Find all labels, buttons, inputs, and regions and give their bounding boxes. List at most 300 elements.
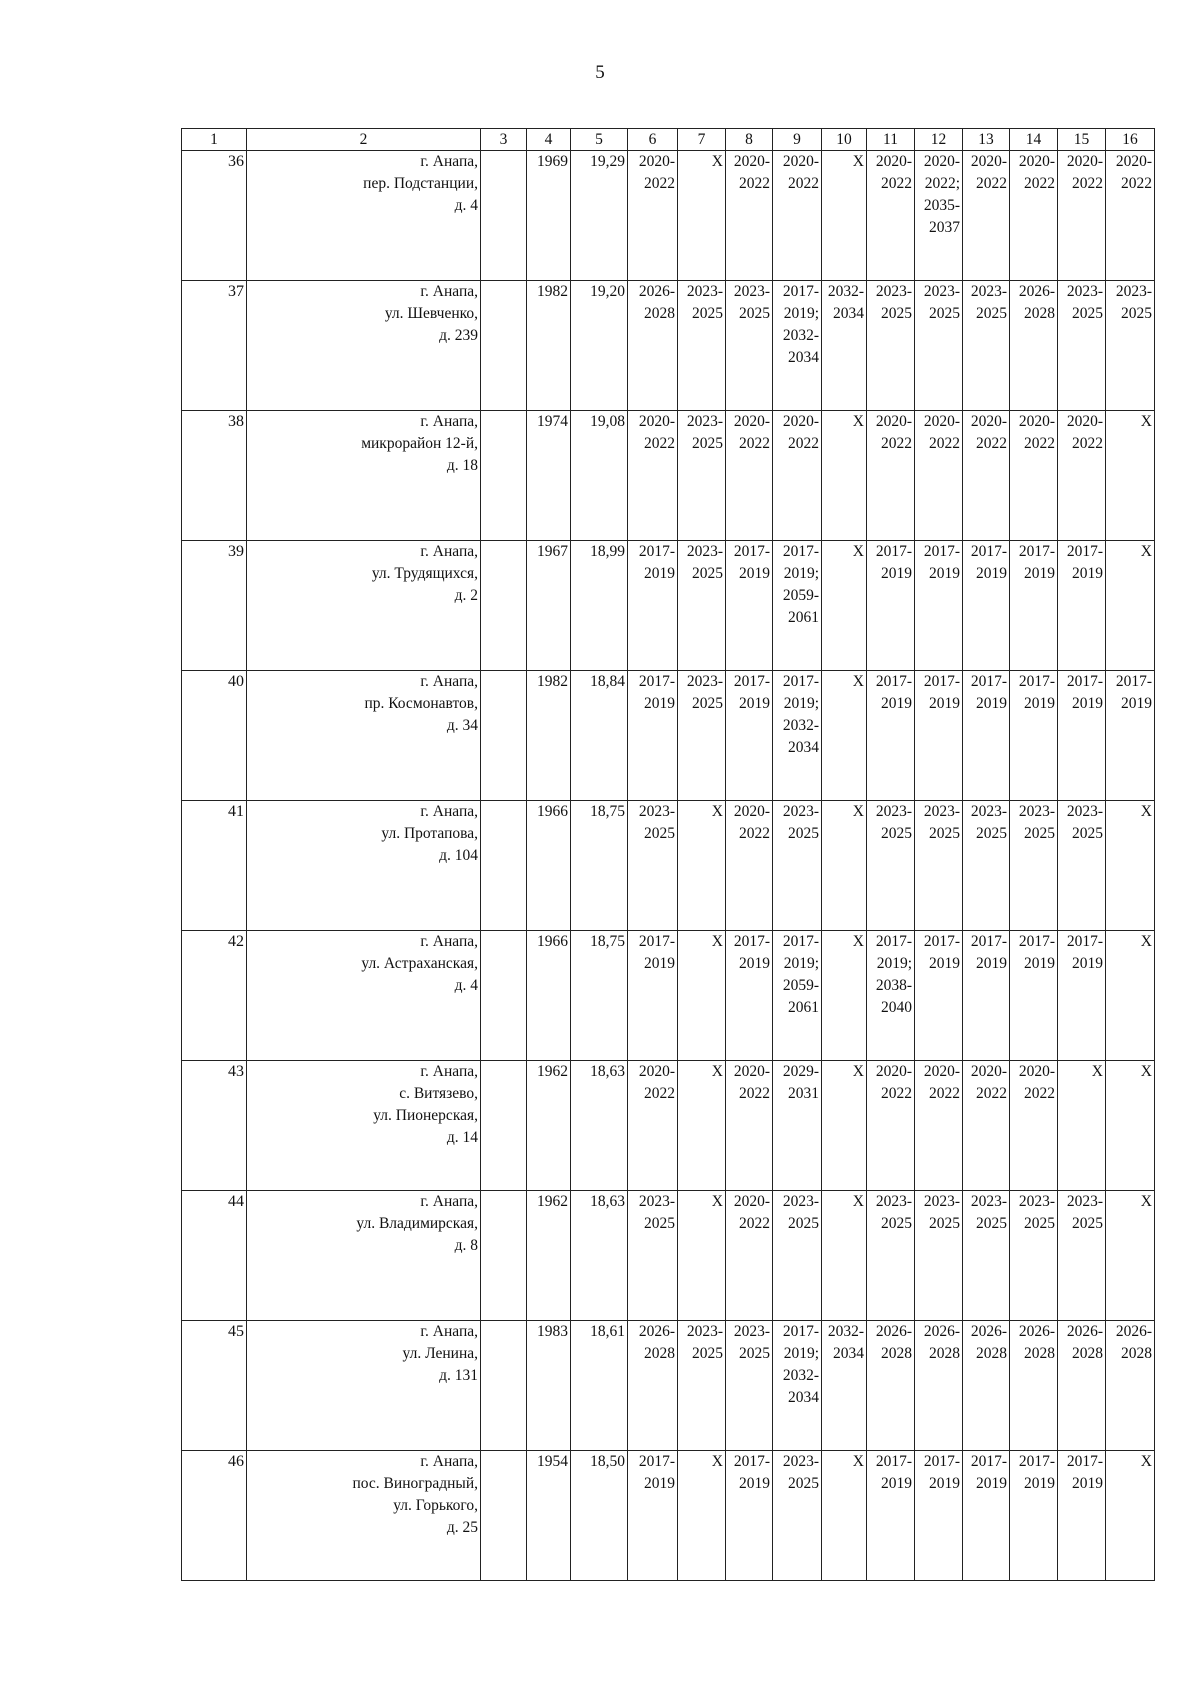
cell-col-6: [628, 1061, 678, 1191]
cell-col-12: [915, 931, 963, 1061]
cell-col-8: [726, 281, 773, 411]
cell-col-5: [571, 541, 628, 671]
cell-col-11: [867, 541, 915, 671]
cell-col-3: [481, 541, 527, 671]
cell-value: X: [711, 153, 723, 170]
cell-col-13: [963, 151, 1010, 281]
cell-col-8: [726, 541, 773, 671]
cell-col-10: [822, 151, 867, 281]
cell-value: 18,63: [590, 1063, 625, 1080]
cell-col-13: [963, 281, 1010, 411]
cell-value: 2023- 2025: [970, 283, 1007, 322]
cell-value: 2020- 2022: [875, 1063, 912, 1102]
cell-value: X: [1140, 1453, 1152, 1470]
cell-col-7: [678, 1321, 726, 1451]
column-header-2: 2: [247, 129, 481, 151]
cell-value: 2017- 2019; 2038- 2040: [875, 933, 912, 1016]
cell-col-16: [1106, 1321, 1155, 1451]
cell-col-5: [571, 1451, 628, 1581]
cell-col-10: [822, 931, 867, 1061]
cell-value: 2020- 2022: [733, 1063, 770, 1102]
cell-col-7: [678, 1451, 726, 1581]
cell-col-14: [1010, 1321, 1058, 1451]
address-line: ул. Астраханская,: [361, 955, 478, 972]
cell-col-14: [1010, 671, 1058, 801]
cell-value: X: [1091, 1063, 1103, 1080]
cell-col-8: [726, 151, 773, 281]
cell-value: 2023- 2025: [638, 803, 675, 842]
capital-repair-schedule-table: [181, 128, 1155, 1581]
table-row: [182, 1321, 1155, 1451]
column-header-1: 1: [182, 129, 247, 151]
address-line: д. 131: [439, 1367, 478, 1384]
cell-value: 2020- 2022: [1018, 413, 1055, 452]
cell-value: 18,50: [590, 1453, 625, 1470]
row-number: 39: [182, 541, 247, 671]
cell-value: 2023- 2025: [686, 283, 723, 322]
address-line: ул. Ленина,: [402, 1345, 478, 1362]
row-number: 37: [182, 281, 247, 411]
cell-col-11: [867, 1451, 915, 1581]
cell-col-8: [726, 1321, 773, 1451]
cell-value: 2017- 2019; 2032- 2034: [782, 673, 819, 756]
address-line: г. Анапа,: [420, 933, 478, 950]
address-line: ул. Пионерская,: [373, 1107, 478, 1124]
cell-value: 2023- 2025: [875, 803, 912, 842]
cell-col-15: [1058, 281, 1106, 411]
cell-value: 2017- 2019: [1018, 673, 1055, 712]
cell-col-5: [571, 1321, 628, 1451]
cell-value: 2020- 2022: [733, 1193, 770, 1232]
cell-value: 19,29: [590, 153, 625, 170]
cell-col-10: [822, 801, 867, 931]
cell-col-9: [773, 1061, 822, 1191]
cell-value: X: [1140, 803, 1152, 820]
cell-value: 2020- 2022: [782, 413, 819, 452]
cell-value: 19,08: [590, 413, 625, 430]
address-line: г. Анапа,: [420, 543, 478, 560]
cell-col-12: [915, 281, 963, 411]
column-header-3: 3: [481, 129, 527, 151]
cell-value: 2020- 2022: [970, 413, 1007, 452]
address-line: ул. Горького,: [393, 1497, 478, 1514]
cell-value: 2026- 2028: [923, 1323, 960, 1362]
cell-value: 2023- 2025: [1066, 283, 1103, 322]
cell-value: X: [852, 803, 864, 820]
cell-col-3: [481, 1061, 527, 1191]
cell-value: 2023- 2025: [686, 543, 723, 582]
cell-col-9: [773, 411, 822, 541]
address-line: д. 104: [439, 847, 478, 864]
cell-value: 2020- 2022: [970, 1063, 1007, 1102]
cell-value: 1969: [537, 153, 568, 170]
cell-value: 2023- 2025: [875, 1193, 912, 1232]
cell-col-16: [1106, 1451, 1155, 1581]
table-row: [182, 411, 1155, 541]
cell-value: 2020- 2022: [733, 153, 770, 192]
cell-col-16: [1106, 541, 1155, 671]
address-line: г. Анапа,: [420, 413, 478, 430]
table-row: [182, 671, 1155, 801]
cell-value: 1954: [537, 1453, 568, 1470]
cell-value: 2017- 2019; 2059- 2061: [782, 933, 819, 1016]
address-cell: [247, 151, 481, 281]
cell-col-7: [678, 801, 726, 931]
cell-value: X: [852, 1193, 864, 1210]
cell-value: 2017- 2019; 2059- 2061: [782, 543, 819, 626]
cell-col-8: [726, 1191, 773, 1321]
row-number: 40: [182, 671, 247, 801]
cell-col-4: [527, 931, 571, 1061]
address-line: пр. Космонавтов,: [364, 695, 478, 712]
address-cell: [247, 1451, 481, 1581]
cell-value: 2017- 2019: [1066, 1453, 1103, 1492]
table-body: [182, 151, 1155, 1581]
cell-value: 2017- 2019: [1018, 543, 1055, 582]
cell-value: 2017- 2019: [638, 1453, 675, 1492]
table-row: [182, 1451, 1155, 1581]
cell-value: 2023- 2025: [686, 673, 723, 712]
cell-col-5: [571, 411, 628, 541]
cell-value: 2017- 2019: [970, 933, 1007, 972]
column-header-7: 7: [678, 129, 726, 151]
cell-value: 2020- 2022: [923, 413, 960, 452]
address-line: г. Анапа,: [420, 1323, 478, 1340]
cell-value: 2023- 2025: [970, 803, 1007, 842]
cell-col-11: [867, 411, 915, 541]
cell-col-3: [481, 931, 527, 1061]
cell-value: 2023- 2025: [1115, 283, 1152, 322]
cell-value: 2017- 2019: [923, 933, 960, 972]
cell-col-7: [678, 541, 726, 671]
cell-col-3: [481, 411, 527, 541]
address-line: г. Анапа,: [420, 1063, 478, 1080]
cell-col-11: [867, 1191, 915, 1321]
cell-col-12: [915, 801, 963, 931]
cell-col-11: [867, 801, 915, 931]
cell-value: 2020- 2022: [1115, 153, 1152, 192]
address-cell: [247, 541, 481, 671]
cell-col-12: [915, 1061, 963, 1191]
cell-value: 2017- 2019: [875, 1453, 912, 1492]
cell-value: 2023- 2025: [686, 1323, 723, 1362]
column-header-12: 12: [915, 129, 963, 151]
cell-col-11: [867, 281, 915, 411]
table-row: [182, 801, 1155, 931]
cell-value: 2026- 2028: [1018, 283, 1055, 322]
address-line: г. Анапа,: [420, 1453, 478, 1470]
cell-value: 2017- 2019: [970, 543, 1007, 582]
cell-value: 2032- 2034: [827, 1323, 864, 1362]
cell-col-13: [963, 671, 1010, 801]
cell-col-16: [1106, 151, 1155, 281]
cell-value: 2020- 2022: [638, 153, 675, 192]
cell-col-4: [527, 151, 571, 281]
address-line: микрорайон 12-й,: [361, 435, 478, 452]
cell-col-6: [628, 411, 678, 541]
cell-value: 2020- 2022: [923, 1063, 960, 1102]
cell-value: 1962: [537, 1063, 568, 1080]
cell-col-9: [773, 671, 822, 801]
address-line: г. Анапа,: [420, 673, 478, 690]
cell-value: 2017- 2019; 2032- 2034: [782, 283, 819, 366]
cell-value: 1983: [537, 1323, 568, 1340]
cell-value: X: [1140, 543, 1152, 560]
cell-col-10: [822, 281, 867, 411]
cell-col-6: [628, 801, 678, 931]
cell-value: 18,99: [590, 543, 625, 560]
cell-value: 2017- 2019: [1066, 673, 1103, 712]
cell-value: 1982: [537, 283, 568, 300]
cell-value: 2017- 2019: [1066, 933, 1103, 972]
cell-col-9: [773, 1451, 822, 1581]
address-cell: [247, 1061, 481, 1191]
cell-col-5: [571, 801, 628, 931]
cell-col-11: [867, 1061, 915, 1191]
address-cell: [247, 411, 481, 541]
cell-col-8: [726, 1451, 773, 1581]
cell-value: 2032- 2034: [827, 283, 864, 322]
cell-value: 1966: [537, 803, 568, 820]
cell-value: X: [711, 1453, 723, 1470]
cell-col-7: [678, 1191, 726, 1321]
cell-col-8: [726, 671, 773, 801]
cell-col-5: [571, 1191, 628, 1321]
cell-col-12: [915, 541, 963, 671]
cell-col-16: [1106, 1061, 1155, 1191]
cell-col-9: [773, 151, 822, 281]
cell-col-4: [527, 1061, 571, 1191]
cell-col-15: [1058, 1191, 1106, 1321]
cell-value: 2020- 2022: [638, 413, 675, 452]
cell-value: 2023- 2025: [782, 803, 819, 842]
cell-col-6: [628, 541, 678, 671]
cell-value: 2020- 2022: [875, 153, 912, 192]
cell-value: X: [852, 1453, 864, 1470]
cell-value: 2017- 2019: [875, 673, 912, 712]
cell-col-14: [1010, 931, 1058, 1061]
address-line: пер. Подстанции,: [363, 175, 478, 192]
cell-col-15: [1058, 931, 1106, 1061]
cell-value: 2023- 2025: [782, 1193, 819, 1232]
cell-value: X: [711, 1063, 723, 1080]
cell-col-15: [1058, 411, 1106, 541]
cell-value: X: [852, 673, 864, 690]
cell-col-12: [915, 671, 963, 801]
cell-col-14: [1010, 281, 1058, 411]
cell-value: 2020- 2022: [970, 153, 1007, 192]
cell-value: 2026- 2028: [875, 1323, 912, 1362]
cell-value: 1966: [537, 933, 568, 950]
column-header-9: 9: [773, 129, 822, 151]
table-row: [182, 541, 1155, 671]
cell-col-9: [773, 281, 822, 411]
cell-value: 2026- 2028: [638, 1323, 675, 1362]
cell-value: 2026- 2028: [638, 283, 675, 322]
cell-value: X: [711, 803, 723, 820]
table-row: [182, 281, 1155, 411]
cell-col-6: [628, 1321, 678, 1451]
cell-col-13: [963, 1191, 1010, 1321]
address-line: г. Анапа,: [420, 153, 478, 170]
cell-value: X: [852, 543, 864, 560]
cell-col-13: [963, 1451, 1010, 1581]
cell-col-15: [1058, 671, 1106, 801]
cell-col-4: [527, 281, 571, 411]
cell-col-7: [678, 281, 726, 411]
cell-col-15: [1058, 1451, 1106, 1581]
cell-value: 2017- 2019: [970, 673, 1007, 712]
cell-value: X: [852, 413, 864, 430]
cell-col-3: [481, 1191, 527, 1321]
address-line: пос. Виноградный,: [352, 1475, 478, 1492]
cell-value: 2026- 2028: [1018, 1323, 1055, 1362]
cell-col-16: [1106, 1191, 1155, 1321]
row-number: 43: [182, 1061, 247, 1191]
page-number: 5: [595, 62, 605, 83]
cell-col-14: [1010, 151, 1058, 281]
cell-col-15: [1058, 541, 1106, 671]
cell-value: 1974: [537, 413, 568, 430]
address-cell: [247, 671, 481, 801]
cell-col-8: [726, 931, 773, 1061]
cell-value: 2023- 2025: [638, 1193, 675, 1232]
cell-col-4: [527, 411, 571, 541]
address-line: д. 4: [454, 197, 478, 214]
cell-value: 2023- 2025: [970, 1193, 1007, 1232]
cell-col-10: [822, 411, 867, 541]
row-number: 36: [182, 151, 247, 281]
address-line: д. 18: [446, 457, 478, 474]
cell-value: 2023- 2025: [923, 803, 960, 842]
cell-value: 2023- 2025: [1066, 803, 1103, 842]
cell-value: 2023- 2025: [1018, 1193, 1055, 1232]
cell-col-3: [481, 1321, 527, 1451]
cell-col-11: [867, 671, 915, 801]
cell-value: 2017- 2019: [923, 673, 960, 712]
cell-col-13: [963, 411, 1010, 541]
cell-value: 2029- 2031: [782, 1063, 819, 1102]
column-header-6: 6: [628, 129, 678, 151]
column-header-16: 16: [1106, 129, 1155, 151]
cell-col-15: [1058, 151, 1106, 281]
cell-col-3: [481, 1451, 527, 1581]
cell-col-15: [1058, 1061, 1106, 1191]
cell-col-16: [1106, 671, 1155, 801]
address-cell: [247, 931, 481, 1061]
cell-value: 2020- 2022: [733, 413, 770, 452]
column-number-header-row: [182, 129, 1155, 151]
cell-col-7: [678, 151, 726, 281]
cell-value: 2020- 2022: [1018, 153, 1055, 192]
cell-col-9: [773, 541, 822, 671]
cell-col-9: [773, 1321, 822, 1451]
cell-col-10: [822, 1451, 867, 1581]
cell-col-5: [571, 1061, 628, 1191]
cell-value: 2026- 2028: [970, 1323, 1007, 1362]
cell-value: X: [1140, 933, 1152, 950]
cell-col-11: [867, 1321, 915, 1451]
cell-value: 2023- 2025: [923, 283, 960, 322]
cell-value: 2020- 2022: [875, 413, 912, 452]
row-number: 41: [182, 801, 247, 931]
cell-value: 2023- 2025: [733, 1323, 770, 1362]
cell-col-6: [628, 151, 678, 281]
cell-col-16: [1106, 411, 1155, 541]
cell-col-6: [628, 1191, 678, 1321]
cell-col-14: [1010, 411, 1058, 541]
column-header-13: 13: [963, 129, 1010, 151]
cell-col-14: [1010, 801, 1058, 931]
cell-value: 18,75: [590, 933, 625, 950]
cell-col-10: [822, 1321, 867, 1451]
cell-col-7: [678, 411, 726, 541]
column-header-10: 10: [822, 129, 867, 151]
column-header-15: 15: [1058, 129, 1106, 151]
cell-col-5: [571, 151, 628, 281]
cell-col-13: [963, 1061, 1010, 1191]
cell-value: X: [1140, 1063, 1152, 1080]
cell-value: 2020- 2022: [733, 803, 770, 842]
cell-col-9: [773, 931, 822, 1061]
cell-col-10: [822, 541, 867, 671]
cell-value: X: [852, 1063, 864, 1080]
cell-col-4: [527, 671, 571, 801]
cell-col-10: [822, 1061, 867, 1191]
cell-value: X: [1140, 413, 1152, 430]
cell-value: 2017- 2019: [1018, 1453, 1055, 1492]
cell-col-14: [1010, 1191, 1058, 1321]
cell-value: 2017- 2019: [923, 543, 960, 582]
cell-value: 2017- 2019: [1018, 933, 1055, 972]
column-header-5: 5: [571, 129, 628, 151]
cell-col-15: [1058, 1321, 1106, 1451]
cell-value: 2017- 2019: [733, 673, 770, 712]
row-number: 38: [182, 411, 247, 541]
cell-col-4: [527, 1451, 571, 1581]
cell-col-11: [867, 931, 915, 1061]
cell-col-9: [773, 1191, 822, 1321]
cell-col-13: [963, 541, 1010, 671]
cell-value: 2023- 2025: [686, 413, 723, 452]
cell-col-3: [481, 281, 527, 411]
table-row: [182, 1191, 1155, 1321]
column-header-8: 8: [726, 129, 773, 151]
cell-value: 2026- 2028: [1115, 1323, 1152, 1362]
cell-col-6: [628, 1451, 678, 1581]
cell-col-10: [822, 1191, 867, 1321]
cell-col-13: [963, 931, 1010, 1061]
cell-col-3: [481, 801, 527, 931]
cell-value: 2017- 2019: [875, 543, 912, 582]
cell-col-15: [1058, 801, 1106, 931]
cell-value: 2017- 2019: [970, 1453, 1007, 1492]
address-line: д. 8: [454, 1237, 478, 1254]
cell-col-5: [571, 671, 628, 801]
cell-value: 2023- 2025: [733, 283, 770, 322]
cell-value: X: [1140, 1193, 1152, 1210]
cell-col-7: [678, 931, 726, 1061]
address-line: ул. Трудящихся,: [371, 565, 478, 582]
row-number: 44: [182, 1191, 247, 1321]
cell-col-12: [915, 1451, 963, 1581]
cell-value: X: [711, 1193, 723, 1210]
address-line: д. 239: [439, 327, 478, 344]
row-number: 45: [182, 1321, 247, 1451]
cell-value: 2020- 2022: [782, 153, 819, 192]
cell-value: 2026- 2028: [1066, 1323, 1103, 1362]
cell-value: 1967: [537, 543, 568, 560]
